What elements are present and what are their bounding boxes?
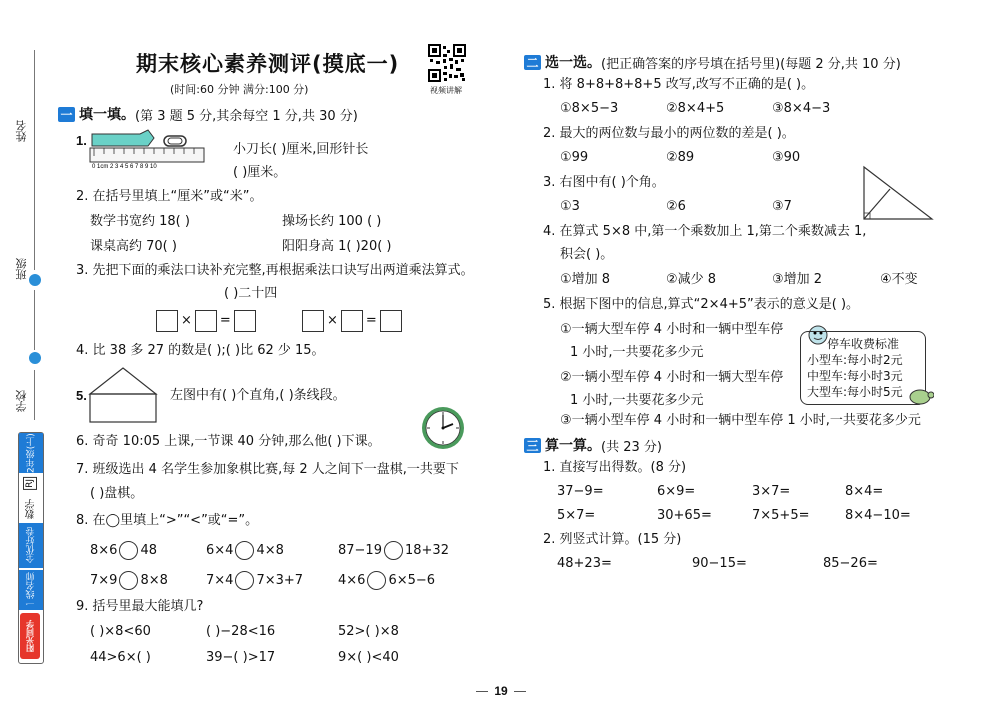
option-cont: 1 小时,一共要花多少元 [570,345,704,360]
s2-q5-text: 5. 根据下图中的信息,算式“2×4+5”表示的意义是( )。 [543,297,860,312]
grade-tag: 2年级(上) [19,433,43,473]
section-note: (把正确答案的序号填在括号里)(每题 2 分,共 10 分) [601,56,901,72]
compare-circle[interactable] [119,541,138,560]
page-number: 19 [494,684,508,698]
brand-tag: 一线名师 [19,570,43,610]
q9-item: 9×( )<40 [338,650,399,665]
q5-number: 5. [76,388,87,403]
school-label: 学校 [15,390,28,412]
compare-circle[interactable] [367,571,386,590]
q9-text: 9. 括号里最大能填几? [76,599,204,614]
page-title: 期末核心素养测评(摸底一) [136,52,400,76]
vertical-calc-item: 85−26= [823,556,878,571]
q2-item-a: 数学书宽约 18( ) [90,214,190,229]
fee-title: 停车收费标准 [826,337,899,351]
section-title: 选一选。 [545,55,601,71]
q4-text: 4. 比 38 多 27 的数是( );( )比 62 少 15。 [76,343,325,358]
q9-item: 44>6×( ) [90,650,151,665]
option[interactable]: ③90 [772,150,801,165]
s3-q2-text: 2. 列竖式计算。(15 分) [543,532,682,547]
q7-line-2: ( )盘棋。 [90,486,144,501]
qr-code-icon[interactable] [428,44,466,82]
section-3-header [524,435,662,455]
q8-item: 87−19 18+32 [338,543,449,558]
option[interactable]: ②8×4+5 [666,101,725,116]
divider [476,691,488,692]
option-cont: 1 小时,一共要花多少元 [570,393,704,408]
compare-circle[interactable] [384,541,403,560]
section-note: (第 3 题 5 分,其余每空 1 分,共 30 分) [135,108,358,124]
answer-box[interactable] [156,310,178,332]
q8-item: 6×4 4×8 [206,543,284,558]
answer-box[interactable] [380,310,402,332]
calc-item: 7×5+5= [752,508,810,523]
option[interactable]: ④不变 [880,272,918,287]
equals-sign: = [219,313,231,328]
house-shape-figure [88,366,158,424]
q8-item: 7×9 8×8 [90,573,168,588]
option[interactable]: ①增加 8 [560,272,611,287]
answer-box[interactable] [341,310,363,332]
answer-box[interactable] [302,310,324,332]
divider [34,50,35,270]
answer-box[interactable] [234,310,256,332]
section-badge: 二 [524,55,541,70]
vertical-calc-item: 48+23= [557,556,612,571]
ruler-knife-clip-figure [88,128,206,170]
qr-caption: 视频讲解 [430,86,462,95]
q9-item: ( )−28<16 [206,624,276,639]
q8-text: 8. 在◯里填上“>”“<”或“=”。 [76,513,259,528]
q2-item-c: 课桌高约 70( ) [90,239,177,254]
section-title: 填一填。 [79,107,135,123]
q9-item: ( )×8<60 [90,624,151,639]
times-sign: × [181,313,192,328]
s2-q4-line-2: 积会( )。 [560,247,614,262]
subject-tag: 数学 [26,499,37,519]
s2-q1-text: 1. 将 8+8+8+8+5 改写,改写不正确的是( )。 [543,77,815,92]
clock-figure [420,405,466,451]
times-sign: × [327,313,338,328]
q8-item: 4×6 6×5−6 [338,573,436,588]
option[interactable]: ①一辆大型车停 4 小时和一辆中型车停 [560,322,784,337]
option[interactable]: ③8×4−3 [772,101,831,116]
q7-line-1: 7. 班级选出 4 名学生参加象棋比赛,每 2 人之间下一盘棋,一共要下 [76,462,459,477]
s3-q1-text: 1. 直接写出得数。(8 分) [543,460,687,475]
equals-sign: = [365,313,377,328]
s2-q4-line-1: 4. 在算式 5×8 中,第一个乘数加上 1,第二个乘数减去 1, [543,224,867,239]
q2-text: 2. 在括号里填上“厘米”或“米”。 [76,189,263,204]
q6-text: 6. 奇奇 10:05 上课,一节课 40 分钟,那么他( )下课。 [76,434,381,449]
fee-line: 大型车:每小时5元 [807,385,903,399]
calc-item: 8×4= [845,484,884,499]
q3-rhyme-line: ( )二十四 [224,286,278,301]
compare-circle[interactable] [235,571,254,590]
binding-sidebar [0,0,52,708]
brand-logo: 阳光同学 [20,613,40,659]
section-badge: 三 [524,438,541,453]
option[interactable]: ③7 [772,199,792,214]
q3-text: 3. 先把下面的乘法口诀补充完整,再根据乘法口诀写出两道乘法算式。 [76,263,474,278]
option[interactable]: ②6 [666,199,686,214]
calc-item: 37−9= [557,484,604,499]
q1-line-2: ( )厘米。 [233,165,287,180]
fee-line: 中型车:每小时3元 [807,369,903,383]
option[interactable]: ②一辆小型车停 4 小时和一辆大型车停 [560,370,784,385]
q1-line-1: 小刀长( )厘米,回形针长 [233,142,369,157]
calc-item: 30+65= [657,508,712,523]
answer-box[interactable] [195,310,217,332]
book-spine [18,432,44,664]
edition-tag: RJ [25,479,35,488]
fee-line: 小型车:每小时2元 [807,353,903,367]
q8-item: 7×4 7×3+7 [206,573,304,588]
option[interactable]: ③增加 2 [772,272,823,287]
q2-item-b: 操场长约 100 ( ) [282,214,382,229]
ruler-scale-label: 0 1cm 2 3 4 5 6 7 8 9 10 [92,164,157,170]
s2-q2-text: 2. 最大的两位数与最小的两位数的差是( )。 [543,126,795,141]
q9-item: 52>( )×8 [338,624,399,639]
calc-item: 5×7= [557,508,596,523]
turtle-icon [906,386,934,410]
q9-item: 39−( )>17 [206,650,276,665]
calc-item: 8×4−10= [845,508,911,523]
s2-q3-text: 3. 右图中有( )个角。 [543,175,665,190]
vertical-calc-item: 90−15= [692,556,747,571]
calc-item: 3×7= [752,484,791,499]
option[interactable]: ②89 [666,150,695,165]
section-1-header [58,104,358,124]
divider [514,691,526,692]
divider [34,370,35,420]
q3-equation-2 [302,310,402,332]
page-footer [466,683,536,699]
class-label: 班级 [15,258,28,280]
q8-item: 8×6 48 [90,543,157,558]
calc-item: 6×9= [657,484,696,499]
compare-circle[interactable] [119,571,138,590]
option[interactable]: ②减少 8 [666,272,717,287]
q2-item-d: 阳阳身高 1( )20( ) [282,239,392,254]
option[interactable]: ①8×5−3 [560,101,619,116]
divider [34,290,35,350]
q3-equation-1 [156,310,256,332]
q5-text: 左图中有( )个直角,( )条线段。 [170,388,346,403]
section-note: (共 23 分) [601,439,662,455]
option[interactable]: ①99 [560,150,589,165]
section-title: 算一算。 [545,438,601,454]
name-label: 姓名 [15,120,28,142]
binding-hole [29,352,41,364]
q1-number: 1. [76,133,87,148]
section-2-header [524,52,901,72]
section-badge: 一 [58,107,75,122]
triangle-figure [856,163,936,223]
exam-meta: (时间:60 分钟 满分:100 分) [170,83,309,96]
binding-hole [29,274,41,286]
option[interactable]: ①3 [560,199,580,214]
compare-circle[interactable] [235,541,254,560]
series-tag: 全优好卷 [19,523,43,568]
option[interactable]: ③一辆小型车停 4 小时和一辆中型车停 1 小时,一共要花多少元 [560,413,921,428]
